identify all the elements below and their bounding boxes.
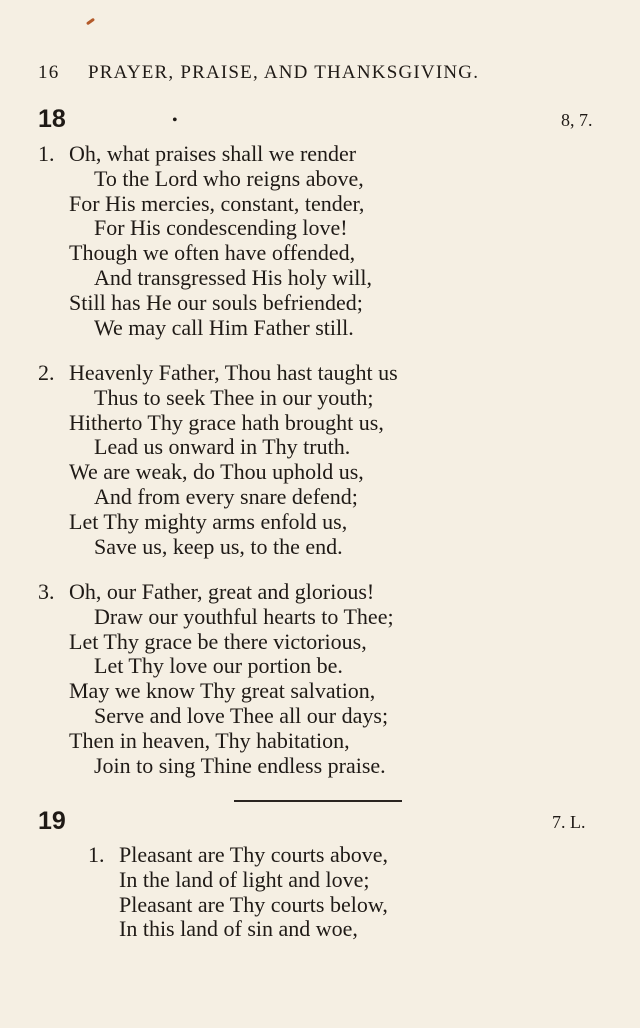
hymn-number-19: 19 <box>38 807 66 835</box>
verse-line: Hitherto Thy grace hath brought us, <box>69 409 384 435</box>
verse-line: 3. Oh, our Father, great and glorious! <box>38 579 375 604</box>
verse-line: Let Thy mighty arms enfold us, <box>69 508 348 534</box>
stanza-number: 2. <box>38 360 55 385</box>
stanza-number: 3. <box>38 579 55 604</box>
running-head <box>38 62 598 84</box>
verse-line: Lead us onward in Thy truth. <box>94 434 351 460</box>
verse-line: And from every snare defend; <box>94 483 358 509</box>
verse-line: 1. Pleasant are Thy courts above, <box>88 842 389 867</box>
hymn-number-18: 18 <box>38 105 66 133</box>
section-title: PRAYER, PRAISE, AND THANKSGIVING. <box>88 62 480 83</box>
verse-line: For His condescending love! <box>94 215 348 241</box>
section-divider <box>234 800 402 802</box>
verse-line: 1. Oh, what praises shall we render <box>38 141 357 166</box>
stanza-number: 1. <box>88 842 105 867</box>
stanza-18-3 <box>38 580 618 778</box>
decorative-dot: • <box>172 112 178 129</box>
verse-line: Let Thy love our portion be. <box>94 653 343 679</box>
stanza-18-2 <box>38 361 618 559</box>
hymn-meter-19: 7. L. <box>552 812 586 832</box>
verse-line: Join to sing Thine endless praise. <box>94 752 386 778</box>
verse-line: We are weak, do Thou uphold us, <box>69 459 364 485</box>
stanza-19-1 <box>88 843 640 942</box>
verse-line: Serve and love Thee all our days; <box>94 702 389 728</box>
verse-line: Then in heaven, Thy habitation, <box>69 727 350 753</box>
ink-mark <box>86 18 95 26</box>
verse-line: Though we often have offended, <box>69 240 356 266</box>
verse-line: Let Thy grace be there victorious, <box>69 628 367 654</box>
hymn-meter-18: 8, 7. <box>561 110 593 130</box>
verse-line: May we know Thy great salvation, <box>69 678 376 704</box>
verse-line: Save us, keep us, to the end. <box>94 533 343 559</box>
verse-line: In this land of sin and woe, <box>119 916 358 942</box>
verse-line: And transgressed His holy will, <box>94 264 373 290</box>
verse-line: Still has He our souls befriended; <box>69 289 363 315</box>
verse-line: 2. Heavenly Father, Thou hast taught us <box>38 360 398 385</box>
stanza-18-1 <box>38 142 618 340</box>
verse-line: Thus to seek Thee in our youth; <box>94 384 374 410</box>
verse-line: To the Lord who reigns above, <box>94 165 364 191</box>
verse-line: We may call Him Father still. <box>94 314 354 340</box>
page-number: 16 <box>38 62 60 83</box>
verse-line: Draw our youthful hearts to Thee; <box>94 603 394 629</box>
verse-line: For His mercies, constant, tender, <box>69 190 365 216</box>
verse-line: Pleasant are Thy courts below, <box>119 891 388 917</box>
stanza-number: 1. <box>38 141 55 166</box>
verse-line: In the land of light and love; <box>119 866 370 892</box>
